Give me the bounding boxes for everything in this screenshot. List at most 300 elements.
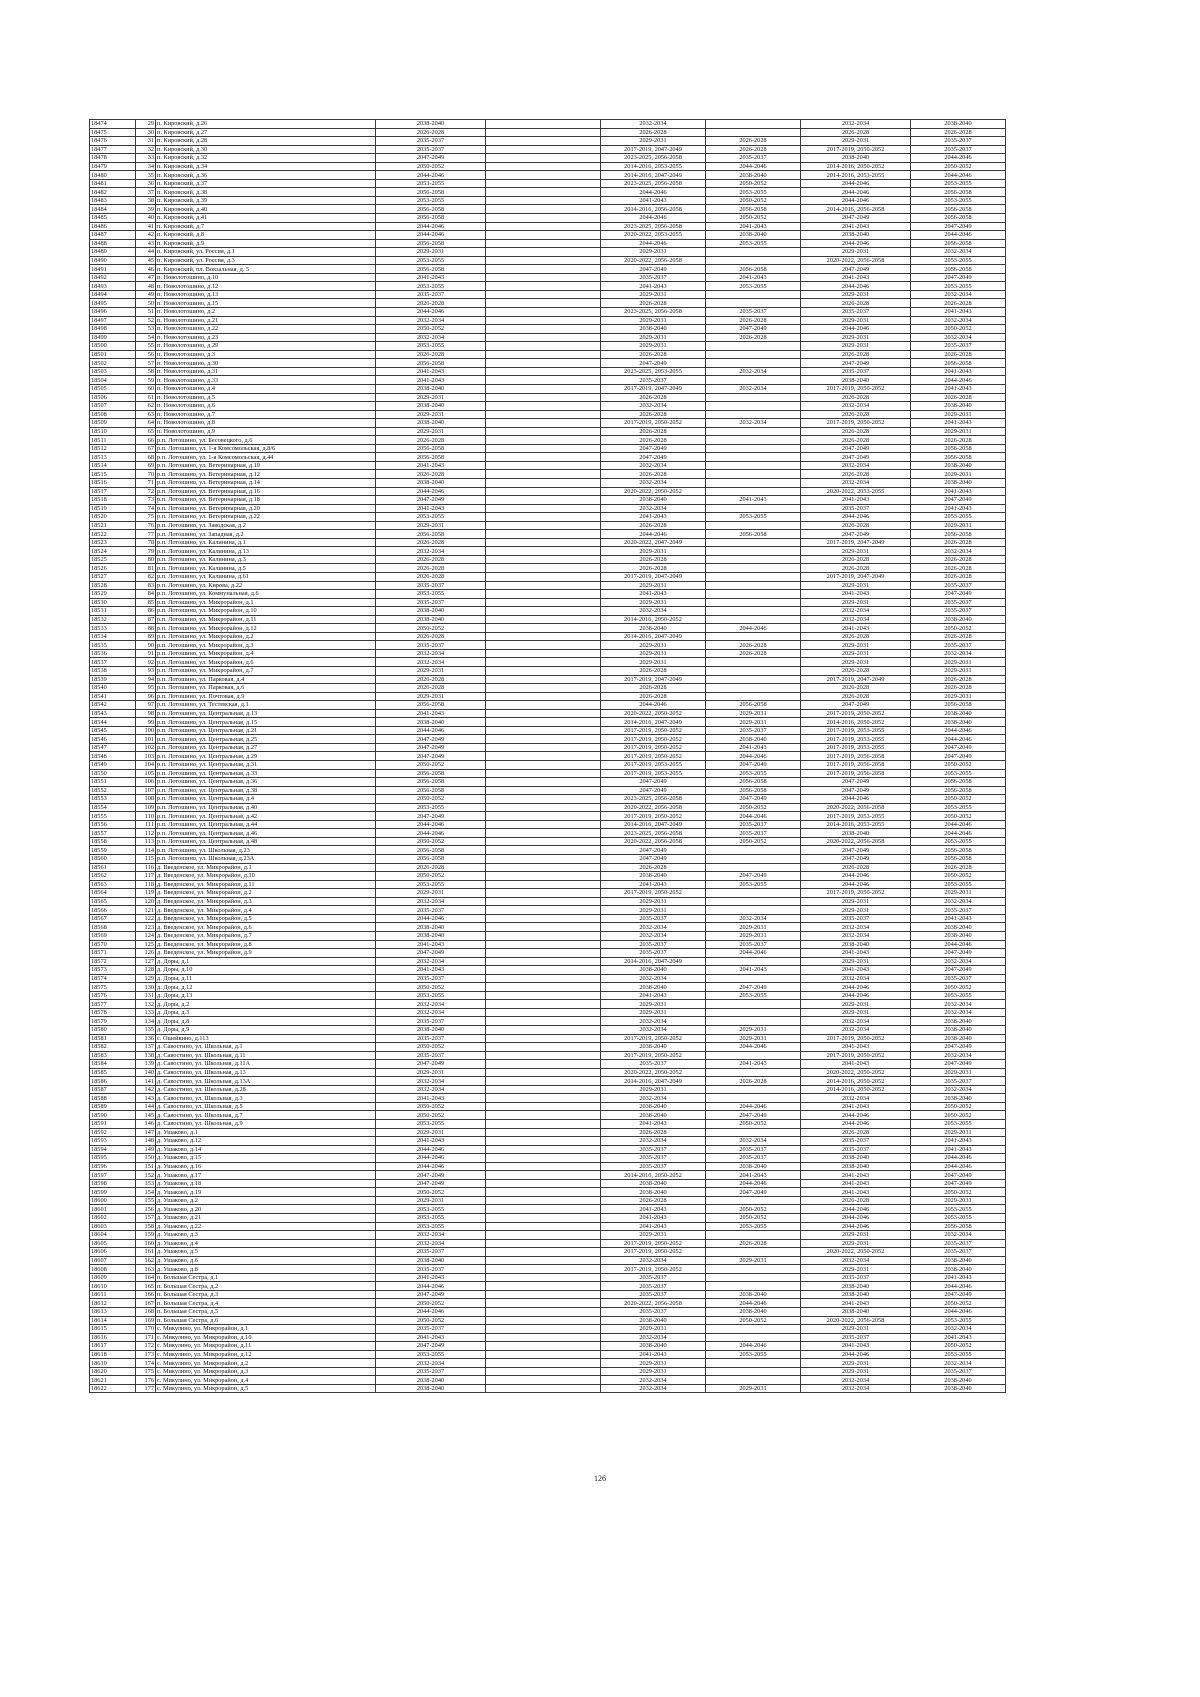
table-row [90, 1085, 1006, 1094]
cell-period-c: 2038-2040 [601, 872, 706, 881]
cell-period-b [486, 872, 601, 881]
cell-id: 18519 [90, 504, 136, 513]
cell-period-b [486, 513, 601, 522]
cell-address: п. Новолотошино, д.33 [156, 376, 376, 385]
cell-period-e: 2038-2040 [801, 1290, 911, 1299]
cell-id: 18539 [90, 675, 136, 684]
cell-id: 18596 [90, 1162, 136, 1171]
cell-period-e: 2026-2028 [801, 564, 911, 573]
cell-id: 18507 [90, 402, 136, 411]
cell-period-d: 2044-2046 [706, 752, 801, 761]
cell-period-e: 2020-2022, 2053-2055 [801, 487, 911, 496]
cell-period-a: 2050-2052 [376, 162, 486, 171]
cell-id: 18492 [90, 273, 136, 282]
cell-period-f: 2032-2034 [911, 248, 1006, 257]
cell-period-c: 2026-2028 [601, 436, 706, 445]
cell-number: 135 [136, 1025, 156, 1034]
cell-period-d: 2053-2055 [706, 513, 801, 522]
cell-period-d: 2053-2055 [706, 239, 801, 248]
cell-period-a: 2029-2031 [376, 393, 486, 402]
cell-number: 110 [136, 812, 156, 821]
cell-id: 18532 [90, 615, 136, 624]
cell-period-d [706, 1376, 801, 1385]
cell-period-e: 2029-2031 [801, 316, 911, 325]
cell-address: п. Кировский, д.28 [156, 137, 376, 146]
cell-number: 51 [136, 308, 156, 317]
cell-address: с. Микулино, ул. Микрорайон, д.10 [156, 1333, 376, 1342]
cell-number: 119 [136, 889, 156, 898]
table-row [90, 214, 1006, 223]
cell-period-f: 2053-2055 [911, 282, 1006, 291]
cell-period-f: 2050-2052 [911, 624, 1006, 633]
cell-period-e: 2026-2028 [801, 1196, 911, 1205]
table-row [90, 444, 1006, 453]
cell-period-b [486, 273, 601, 282]
cell-number: 39 [136, 205, 156, 214]
cell-period-e: 2026-2028 [801, 863, 911, 872]
cell-address: д. Доры, д.13 [156, 991, 376, 1000]
cell-period-c: 2047-2049 [601, 453, 706, 462]
cell-address: п. Кировский, д.37 [156, 179, 376, 188]
cell-period-f: 2035-2037 [911, 1248, 1006, 1257]
cell-period-e: 2014-2016, 2050-2052 [801, 1077, 911, 1086]
cell-period-b [486, 769, 601, 778]
cell-period-e: 2026-2028 [801, 427, 911, 436]
cell-address: п. Новолотошино, д.2 [156, 308, 376, 317]
cell-period-b [486, 1060, 601, 1069]
cell-period-b [486, 718, 601, 727]
table-row [90, 1102, 1006, 1111]
cell-period-f: 2041-2043 [911, 367, 1006, 376]
cell-period-d [706, 581, 801, 590]
cell-period-b [486, 846, 601, 855]
cell-id: 18562 [90, 872, 136, 881]
cell-period-e: 2029-2031 [801, 957, 911, 966]
cell-period-b [486, 137, 601, 146]
cell-period-d: 2026-2028 [706, 649, 801, 658]
cell-number: 92 [136, 658, 156, 667]
cell-period-f: 2026-2028 [911, 632, 1006, 641]
cell-period-c: 2017-2019, 2047-2049 [601, 572, 706, 581]
cell-id: 18553 [90, 795, 136, 804]
cell-period-a: 2053-2055 [376, 342, 486, 351]
cell-period-e: 2017-2019, 2050-2052 [801, 145, 911, 154]
cell-address: р.п. Лотошино, ул. Центральная, д.29 [156, 752, 376, 761]
cell-address: с. Ошейкино, д.113 [156, 1034, 376, 1043]
cell-period-a: 2053-2055 [376, 1222, 486, 1231]
cell-period-c: 2026-2028 [601, 564, 706, 573]
cell-number: 34 [136, 162, 156, 171]
cell-number: 70 [136, 470, 156, 479]
cell-period-c: 2035-2037 [601, 1308, 706, 1317]
cell-period-f: 2041-2043 [911, 1145, 1006, 1154]
cell-period-e: 2026-2028 [801, 667, 911, 676]
cell-period-f: 2047-2049 [911, 752, 1006, 761]
cell-period-a: 2029-2031 [376, 427, 486, 436]
cell-period-e: 2029-2031 [801, 1008, 911, 1017]
cell-period-e: 2041-2043 [801, 1179, 911, 1188]
cell-period-c: 2029-2031 [601, 581, 706, 590]
cell-address: д. Введенское, ул. Микрорайон, д.2 [156, 889, 376, 898]
cell-address: р.п. Лотошино, ул. Парковая, д.6 [156, 684, 376, 693]
cell-period-d: 2047-2049 [706, 761, 801, 770]
cell-period-a: 2038-2040 [376, 1025, 486, 1034]
cell-period-d: 2053-2055 [706, 1222, 801, 1231]
cell-number: 58 [136, 367, 156, 376]
cell-period-b [486, 1333, 601, 1342]
cell-period-c: 2044-2046 [601, 530, 706, 539]
cell-period-e: 2035-2037 [801, 308, 911, 317]
cell-period-e: 2020-2022, 2056-2058 [801, 803, 911, 812]
cell-period-e: 2047-2049 [801, 786, 911, 795]
cell-period-b [486, 470, 601, 479]
cell-period-e: 2044-2046 [801, 1111, 911, 1120]
cell-period-a: 2038-2040 [376, 478, 486, 487]
cell-period-f: 2026-2028 [911, 555, 1006, 564]
cell-period-d: 2032-2034 [706, 914, 801, 923]
cell-period-b [486, 342, 601, 351]
cell-address: р.п. Лотошино, ул. Микрорайон, д.3 [156, 641, 376, 650]
cell-period-c: 2032-2034 [601, 120, 706, 129]
cell-period-b [486, 1179, 601, 1188]
cell-period-b [486, 196, 601, 205]
cell-period-d [706, 684, 801, 693]
cell-address: р.п. Лотошино, ул. Ветеринарная, д.16 [156, 487, 376, 496]
cell-period-b [486, 478, 601, 487]
cell-period-e: 2029-2031 [801, 649, 911, 658]
cell-period-b [486, 1384, 601, 1393]
cell-address: п. Новолотошино, д.30 [156, 359, 376, 368]
cell-period-b [486, 393, 601, 402]
cell-period-f: 2038-2040 [911, 120, 1006, 129]
cell-period-b [486, 444, 601, 453]
cell-period-f: 2041-2043 [911, 487, 1006, 496]
cell-number: 46 [136, 265, 156, 274]
cell-address: п. Кировский, д.26 [156, 120, 376, 129]
cell-period-a: 2047-2049 [376, 812, 486, 821]
cell-period-c: 2035-2037 [601, 1145, 706, 1154]
cell-period-b [486, 914, 601, 923]
cell-address: п. Большая Сестра, д.6 [156, 1316, 376, 1325]
table-row [90, 684, 1006, 693]
cell-address: п. Кировский, д.38 [156, 188, 376, 197]
cell-address: д. Ушаково, д.6 [156, 1256, 376, 1265]
cell-period-c: 2014-2016, 2047-2049 [601, 171, 706, 180]
cell-period-e: 2035-2037 [801, 1145, 911, 1154]
cell-period-d: 2032-2034 [706, 419, 801, 428]
cell-address: д. Введенское, ул. Микрорайон, д.5 [156, 914, 376, 923]
cell-number: 56 [136, 350, 156, 359]
table-row [90, 1094, 1006, 1103]
cell-id: 18549 [90, 761, 136, 770]
cell-address: п. Новолотошино, д.21 [156, 316, 376, 325]
table-row [90, 1384, 1006, 1393]
cell-id: 18479 [90, 162, 136, 171]
cell-period-f: 2032-2034 [911, 1085, 1006, 1094]
cell-period-d: 2053-2055 [706, 991, 801, 1000]
cell-period-f: 2053-2055 [911, 513, 1006, 522]
cell-period-a: 2056-2058 [376, 205, 486, 214]
cell-period-e: 2032-2034 [801, 923, 911, 932]
cell-period-d: 2035-2037 [706, 1154, 801, 1163]
cell-period-e: 2038-2040 [801, 376, 911, 385]
cell-period-c: 2038-2040 [601, 1188, 706, 1197]
cell-number: 47 [136, 273, 156, 282]
cell-period-b [486, 461, 601, 470]
cell-period-a: 2035-2037 [376, 1248, 486, 1257]
cell-period-b [486, 957, 601, 966]
cell-period-a: 2032-2034 [376, 658, 486, 667]
cell-address: д. Ушаково, д.8 [156, 1265, 376, 1274]
cell-address: р.п. Лотошино, ул. Центральная, д.15 [156, 718, 376, 727]
cell-period-d: 2038-2040 [706, 735, 801, 744]
cell-address: д. Савостино, ул. Школьная, д.11 [156, 1051, 376, 1060]
table-row [90, 1333, 1006, 1342]
cell-address: р.п. Лотошино, ул. Тестевская, д.1 [156, 701, 376, 710]
cell-period-a: 2050-2052 [376, 761, 486, 770]
cell-id: 18521 [90, 521, 136, 530]
cell-period-f: 2044-2046 [911, 829, 1006, 838]
cell-period-d: 2041-2043 [706, 273, 801, 282]
cell-period-e: 2041-2043 [801, 1171, 911, 1180]
table-row [90, 171, 1006, 180]
cell-period-d: 2050-2052 [706, 803, 801, 812]
cell-period-f: 2056-2058 [911, 265, 1006, 274]
cell-address: д. Доры, д.10 [156, 966, 376, 975]
cell-period-a: 2026-2028 [376, 470, 486, 479]
cell-id: 18563 [90, 880, 136, 889]
table-row [90, 128, 1006, 137]
cell-period-a: 2032-2034 [376, 1008, 486, 1017]
cell-period-e: 2032-2034 [801, 607, 911, 616]
cell-id: 18533 [90, 624, 136, 633]
cell-period-b [486, 179, 601, 188]
cell-address: п. Кировский, д.30 [156, 145, 376, 154]
cell-period-a: 2044-2046 [376, 1145, 486, 1154]
cell-period-e: 2014-2016, 2050-2052 [801, 162, 911, 171]
cell-period-b [486, 120, 601, 129]
cell-period-e: 2032-2034 [801, 615, 911, 624]
cell-period-d [706, 1094, 801, 1103]
cell-period-f: 2035-2037 [911, 906, 1006, 915]
table-row [90, 572, 1006, 581]
cell-address: р.п. Лотошино, ул. Западная, д.2 [156, 530, 376, 539]
cell-id: 18498 [90, 325, 136, 334]
cell-period-d: 2050-2052 [706, 1316, 801, 1325]
table-row [90, 137, 1006, 146]
table-row [90, 743, 1006, 752]
table-row [90, 496, 1006, 505]
cell-address: д. Ушаково, д.18 [156, 1179, 376, 1188]
table-row [90, 752, 1006, 761]
cell-number: 107 [136, 786, 156, 795]
cell-period-d [706, 248, 801, 257]
cell-number: 42 [136, 231, 156, 240]
cell-number: 100 [136, 726, 156, 735]
cell-period-c: 2026-2028 [601, 521, 706, 530]
cell-number: 97 [136, 701, 156, 710]
cell-address: д. Введенское, ул. Микрорайон, д.9 [156, 949, 376, 958]
cell-period-d: 2041-2043 [706, 743, 801, 752]
cell-period-e: 2047-2049 [801, 359, 911, 368]
cell-period-a: 2056-2058 [376, 701, 486, 710]
cell-number: 116 [136, 863, 156, 872]
cell-period-f: 2056-2058 [911, 855, 1006, 864]
cell-id: 18525 [90, 555, 136, 564]
cell-period-e: 2029-2031 [801, 1239, 911, 1248]
cell-address: п. Кировский, ул. Россия, д.3 [156, 256, 376, 265]
cell-period-a: 2056-2058 [376, 530, 486, 539]
cell-address: р.п. Лотошино, ул. Центральная, д.25 [156, 735, 376, 744]
cell-id: 18540 [90, 684, 136, 693]
cell-period-c: 2038-2040 [601, 1102, 706, 1111]
cell-period-a: 2032-2034 [376, 649, 486, 658]
cell-id: 18603 [90, 1222, 136, 1231]
cell-period-f: 2041-2043 [911, 384, 1006, 393]
cell-period-b [486, 265, 601, 274]
cell-period-a: 2026-2028 [376, 538, 486, 547]
table-row [90, 1325, 1006, 1334]
cell-period-e: 2017-2019, 2056-2058 [801, 761, 911, 770]
cell-period-d [706, 974, 801, 983]
cell-period-e: 2041-2043 [801, 966, 911, 975]
cell-id: 18560 [90, 855, 136, 864]
cell-address: п. Кировский, д.34 [156, 162, 376, 171]
cell-period-e: 2026-2028 [801, 632, 911, 641]
cell-period-f: 2053-2055 [911, 1119, 1006, 1128]
cell-period-e: 2032-2034 [801, 478, 911, 487]
cell-period-b [486, 974, 601, 983]
cell-id: 18613 [90, 1308, 136, 1317]
cell-address: д. Савостино, ул. Школьная, д.13А [156, 1077, 376, 1086]
cell-number: 123 [136, 923, 156, 932]
cell-period-f: 2050-2052 [911, 162, 1006, 171]
cell-number: 52 [136, 316, 156, 325]
cell-id: 18480 [90, 171, 136, 180]
cell-period-c: 2038-2040 [601, 325, 706, 334]
cell-number: 170 [136, 1325, 156, 1334]
cell-number: 146 [136, 1119, 156, 1128]
table-row [90, 1111, 1006, 1120]
cell-id: 18616 [90, 1333, 136, 1342]
cell-period-f: 2047-2049 [911, 496, 1006, 505]
cell-period-b [486, 1290, 601, 1299]
cell-period-e: 2041-2043 [801, 1299, 911, 1308]
cell-number: 163 [136, 1265, 156, 1274]
table-row [90, 1205, 1006, 1214]
cell-id: 18537 [90, 658, 136, 667]
cell-number: 158 [136, 1222, 156, 1231]
cell-address: п. Большая Сестра, д.5 [156, 1308, 376, 1317]
cell-address: р.п. Лотошино, ул. Калинина, д.61 [156, 572, 376, 581]
cell-period-e: 2044-2046 [801, 991, 911, 1000]
table-row [90, 145, 1006, 154]
cell-period-f: 2050-2052 [911, 983, 1006, 992]
cell-period-f: 2056-2058 [911, 846, 1006, 855]
cell-period-f: 2029-2031 [911, 667, 1006, 676]
cell-period-a: 2047-2049 [376, 154, 486, 163]
cell-period-b [486, 350, 601, 359]
cell-period-f: 2050-2052 [911, 1299, 1006, 1308]
cell-period-f: 2026-2028 [911, 350, 1006, 359]
cell-address: д. Ушаково, д.3 [156, 1231, 376, 1240]
cell-period-c: 2026-2028 [601, 350, 706, 359]
cell-id: 18529 [90, 590, 136, 599]
cell-period-d: 2047-2049 [706, 1188, 801, 1197]
cell-id: 18592 [90, 1128, 136, 1137]
cell-period-b [486, 966, 601, 975]
cell-address: п. Кировский, ул. Россия, д.1 [156, 248, 376, 257]
cell-address: д. Ушаково, д.15 [156, 1154, 376, 1163]
cell-period-e: 2044-2046 [801, 880, 911, 889]
cell-period-f: 2053-2055 [911, 256, 1006, 265]
cell-id: 18565 [90, 897, 136, 906]
cell-period-c: 2035-2037 [601, 273, 706, 282]
cell-period-d: 2038-2040 [706, 231, 801, 240]
cell-id: 18499 [90, 333, 136, 342]
cell-number: 91 [136, 649, 156, 658]
cell-period-c: 2041-2043 [601, 282, 706, 291]
cell-id: 18545 [90, 726, 136, 735]
table-row [90, 949, 1006, 958]
table-row [90, 256, 1006, 265]
cell-period-d: 2035-2037 [706, 1145, 801, 1154]
cell-period-c: 2032-2034 [601, 1376, 706, 1385]
cell-period-e: 2020-2022, 2056-2058 [801, 1316, 911, 1325]
cell-period-e: 2029-2031 [801, 547, 911, 556]
cell-period-c: 2017-2019, 2050-2052 [601, 419, 706, 428]
cell-period-c: 2029-2031 [601, 1325, 706, 1334]
cell-period-d [706, 855, 801, 864]
cell-period-b [486, 1239, 601, 1248]
cell-period-c: 2032-2034 [601, 1137, 706, 1146]
cell-id: 18516 [90, 478, 136, 487]
table-row [90, 1068, 1006, 1077]
cell-number: 99 [136, 718, 156, 727]
cell-period-c: 2026-2028 [601, 667, 706, 676]
cell-address: д. Доры, д.9 [156, 1025, 376, 1034]
cell-period-c: 2032-2034 [601, 931, 706, 940]
cell-period-a: 2047-2049 [376, 743, 486, 752]
cell-period-f: 2038-2040 [911, 931, 1006, 940]
cell-period-b [486, 248, 601, 257]
cell-period-b [486, 154, 601, 163]
cell-period-b [486, 1102, 601, 1111]
cell-address: п. Новолотошино, д.8 [156, 419, 376, 428]
cell-period-b [486, 1231, 601, 1240]
cell-period-c: 2029-2031 [601, 1231, 706, 1240]
table-row [90, 863, 1006, 872]
cell-number: 127 [136, 957, 156, 966]
cell-period-f: 2035-2037 [911, 641, 1006, 650]
cell-period-a: 2041-2043 [376, 273, 486, 282]
cell-id: 18556 [90, 820, 136, 829]
cell-period-e: 2032-2034 [801, 402, 911, 411]
cell-period-f: 2044-2046 [911, 1154, 1006, 1163]
cell-period-e: 2017-2019, 2047-2049 [801, 538, 911, 547]
cell-number: 71 [136, 478, 156, 487]
cell-period-e: 2041-2043 [801, 1102, 911, 1111]
cell-period-c: 2026-2028 [601, 470, 706, 479]
cell-period-e: 2035-2037 [801, 504, 911, 513]
table-row [90, 1162, 1006, 1171]
cell-id: 18491 [90, 265, 136, 274]
cell-period-d: 2032-2034 [706, 367, 801, 376]
table-row [90, 1376, 1006, 1385]
cell-period-c: 2017-2019, 2053-2055 [601, 761, 706, 770]
cell-number: 129 [136, 974, 156, 983]
cell-period-c: 2023-2025, 2056-2058 [601, 308, 706, 317]
